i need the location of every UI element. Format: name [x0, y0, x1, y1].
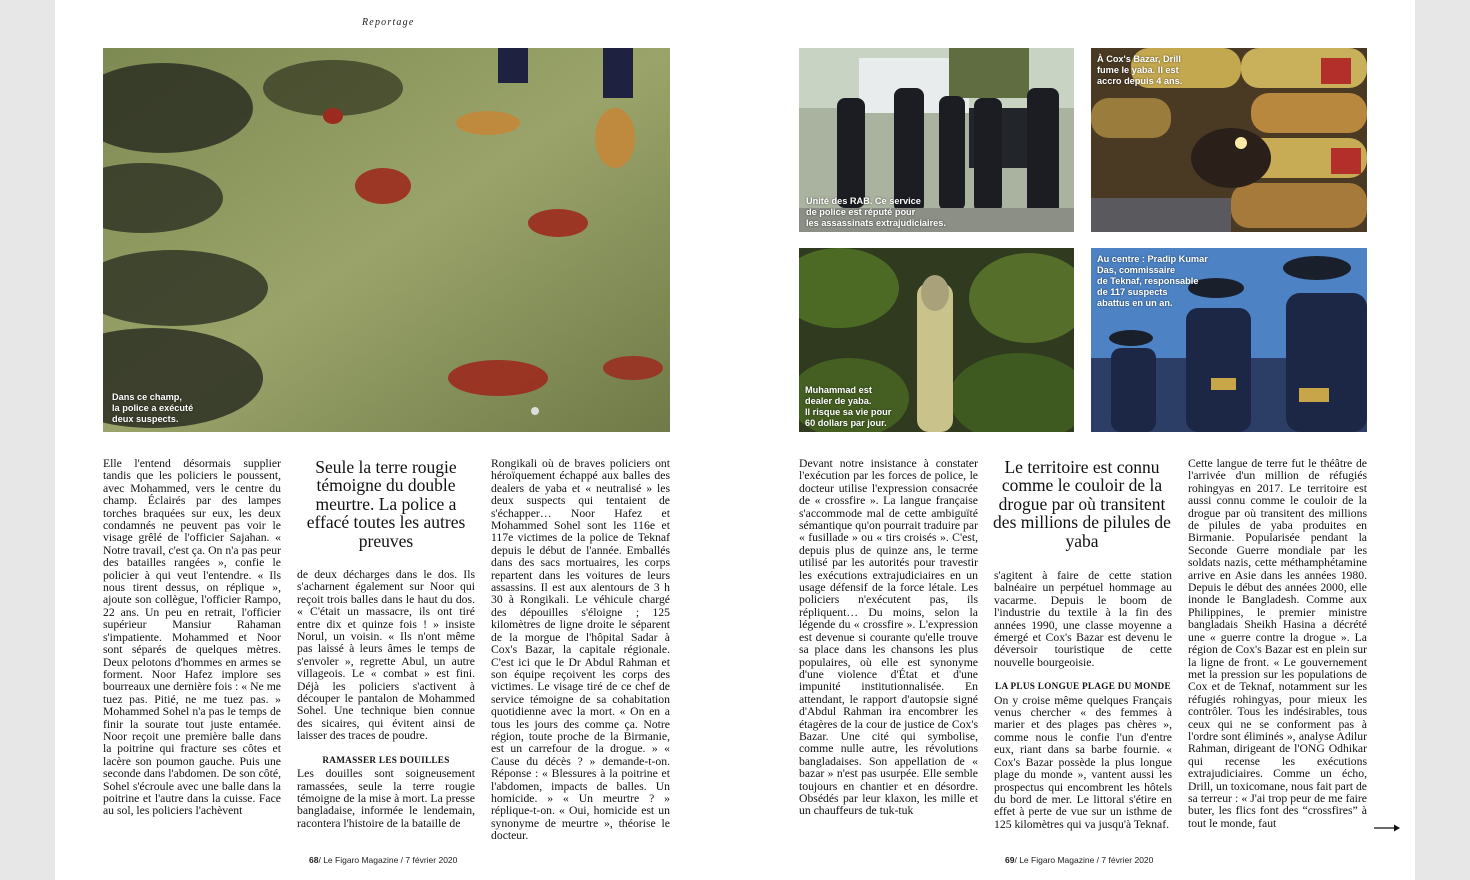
right-pullquote: Le territoire est connu comme le couloir de la drogue par où transitent des millions de pilules de yaba: [993, 457, 1171, 551]
field-photo: [103, 48, 670, 432]
right-column-2: [994, 570, 1172, 831]
left-page-number: 68: [309, 855, 319, 865]
section-label: Reportage: [362, 17, 415, 28]
rab-photo-caption: Unité des RAB. Ce service de police est réputé pour les assassinats extrajudiciaires.: [806, 196, 946, 228]
left-column-3-text: Rongikali où de braves policiers ont héroïquement échappé aux balles des dealers de yaba et « neutralisé » les deux suspects qui tentaient de s'échapper… Noor Hafez et Mohammed Sohel sont les 116e et 117e victimes de la police de Teknaf depuis le début de l'année. Emballés dans des sacs mortuaires, les corps repartent dans les voitures de leurs assassins. Il est aux alentours de 3 h 30 à Rongikali. Le véhicule chargé des dépouilles s'éloigne ; 125 kilomètres de ligne droite le séparent de la morgue de l'hôpital Sadar à Cox's Bazar, la capitale régionale. C'est ici que le Dr Abdul Rahman et son équipe reçoivent les corps des victimes. Le visage tiré de ce chef de service témoigne de sa cohabitation quotidienne avec la mort. « On en a tous les jours des comme ça. Notre région, toute proche de la Birmanie, est un carrefour de la drogue. » « Cause du décès ? » demande-t-on. Réponse : « Blessures à la poitrine et l'abdomen, impacts de balles. Un homicide. » « Un meurtre ? » réplique-t-on. « Oui, homicide est un synonyme de meurtre », théorise le docteur.: [491, 457, 670, 843]
continue-arrow-icon: [1374, 823, 1400, 833]
left-pullquote: Seule la terre rougie témoigne du double meurtre. La police a effacé toutes les autres preuves: [306, 457, 466, 551]
left-column-2: [297, 569, 475, 830]
right-column-3-text: Cette langue de terre fut le théâtre de l'arrivée d'un million de réfugiés rohingyas en 2017. Le territoire est aussi connu comme le couloir de la drogue par où transitent des millions de pilules de yaba produites en Birmanie. Popularisée pendant la Seconde Guerre mondiale par les soldats nazis, cette méthamphétamine arrive en Asie dans les années 1980. Depuis le début des années 2000, elle inonde le Bangladesh. Comme aux Philippines, le premier ministre bangladais Sheikh Hasina a décrété une « guerre contre la drogue ». La région de Cox's Bazar est en plein sur la ligne de front. « Le gouvernement met la pression sur les populations de Cox et de Teknaf, notamment sur les réfugiés rohingyas, pour mieux les contrôler. Tous les indésirables, tous ceux qui ne se conforment pas à l'ordre sont éliminés », analyse Adilur Rahman, dirigeant de l'ONG Odhikar qui recense les exécutions extrajudiciaires. Comme un écho, Drill, un toxicomane, nous fait part de sa terreur : « J'ai trop peur de me faire buter, les flics font des “crossfires” à tout le monde, faut: [1188, 457, 1367, 830]
right-column-3: [1188, 458, 1367, 830]
right-folio: [1005, 855, 1153, 865]
left-column-1-text: Elle l'entend désormais supplier tandis que les policiers le poussent, avec Mohammed, vers le centre du champ. Éclairés par des lampes torches braquées sur eux, les deux condamnés ne peuvent pas voir le visage grêlé de l'officier Sajahan. « Notre travail, c'est ça. On n'a pas peur des batailles rangées », confie le policier à qui veut l'entendre. « Ils nous tirent dessus, on réplique », ajoute son collègue, l'officier Rampo, 22 ans. Un peu en retrait, l'officier supérieur Mansiur Rahaman s'impatiente. Mohammed et Noor sont séparés de quelques mètres. Deux pelotons d'hommes en armes se forment. Noor Hafez implore ses bourreaux une dernière fois : « Ne me tuez pas. Pitié, ne me tuez pas. » Mohammed Sohel n'a pas le temps de finir la sourate tout juste entamée. Noor reçoit une première balle dans la poitrine qui fracture ses côtes et lacère son poumon gauche. Puis une seconde dans l'abdomen. De son côté, Sohel s'écroule avec une balle dans la poitrine et l'autre dans la cuisse. Face au sol, les policiers l'achèvent: [103, 457, 281, 818]
right-column-1-text: Devant notre insistance à constater l'exécution par les forces de police, le docteur utilise l'expression consacrée de « crossfire ». La langue française s'accommode mal de cette ambiguïté sémantique qu'on pourrait traduire par « fusillade » ou « tirs croisés ». C'est, depuis plus de quinze ans, le terme utilisé par les autorités pour travestir les exécutions extrajudiciaires en un usage défensif de la force létale. Les policiers n'exécutent pas, ils répliquent… Du moins, selon la légende du « crossfire ». L'expression est devenue si courante qu'elle trouve sa place dans les chansons les plus populaires, où elle est synonyme d'une violence d'État et d'une impunité institutionnalisée. En attendant, le rapport d'autopsie signé d'Abdul Rahman ira encombrer les étagères de la cour de justice de Cox's Bazar. Une cité qui symbolise, comme nulle autre, les révolutions bangladaises. Son appellation de « bazar » n'est pas usurpée. Elle semble toujours en chantier et en désordre. Obsédés par leur klaxon, les mille et un chauffeurs de tuk-tuk: [799, 457, 978, 818]
drill-photo: [1091, 48, 1367, 232]
left-folio-text: / Le Figaro Magazine / 7 février 2020: [318, 855, 458, 865]
officers-photo-caption: Au centre : Pradip Kumar Das, commissaire de Teknaf, responsable de 117 suspects abattus en un an.: [1097, 254, 1208, 308]
left-folio: [309, 855, 457, 865]
field-photo-caption: Dans ce champ, la police a exécuté deux suspects.: [112, 392, 194, 424]
right-column-2b-text: On y croise même quelques Français venus chercher « des femmes à marier et des plages pas chères », comme nous le confie l'un d'entre eux, riant dans sa barbe fournie. « Cox's Bazar possède la plus longue plage du monde », vantent aussi les prospectus qui encombrent les hôtels du bord de mer. Le littoral s'étire en effet à perte de vue sur un isthme de 125 kilomètres qui va jusqu'à Teknaf.: [994, 693, 1172, 831]
muhammad-photo: [799, 248, 1074, 432]
right-margin: [1415, 0, 1470, 880]
right-folio-text: / Le Figaro Magazine / 7 février 2020: [1014, 855, 1154, 865]
rab-photo: [799, 48, 1074, 232]
left-column-3: [491, 458, 670, 843]
left-column-2b-text: Les douilles sont soigneusement ramassées, seule la terre rougie témoigne de la mise à mort. La presse bangladaise, informée le lendemain, racontera l'histoire de la bataille de: [297, 767, 475, 830]
right-subhead: LA PLUS LONGUE PLAGE DU MONDE: [995, 681, 1171, 692]
left-margin: [0, 0, 55, 880]
right-column-2-text: s'agitent à faire de cette station balnéaire un perpétuel hommage au vacarme. Depuis le boom de l'industrie du textile à la fin des années 1990, une classe moyenne a émergé et Cox's Bazar est devenu le déversoir touristique de cette nouvelle bourgeoisie.: [994, 569, 1172, 669]
field-photo-image: [103, 48, 670, 432]
drill-photo-caption: À Cox's Bazar, Drill fume le yaba. Il est accro depuis 4 ans.: [1097, 54, 1183, 86]
right-page-number: 69: [1005, 855, 1015, 865]
officers-photo: [1091, 248, 1367, 432]
muhammad-photo-caption: Muhammad est dealer de yaba. Il risque sa vie pour 60 dollars par jour.: [805, 385, 892, 428]
right-column-1: [799, 458, 978, 818]
left-column-2-text: de deux décharges dans le dos. Ils s'acharnent également sur Noor qui reçoit trois balles dans le haut du dos. « C'était un massacre, ils ont tiré entre dix et quinze fois ! » insiste Norul, un voisin. « Ils n'ont même pas laissé à leurs âmes le temps de s'envoler », regrette Abul, un autre villageois. Le « combat » est fini. Déjà les policiers s'activent à découper le pantalon de Mohammed Sohel. Une technique bien connue des sicaires, qui évitent ainsi de laisser des traces de poudre.: [297, 568, 475, 743]
left-column-1: [103, 458, 281, 818]
left-subhead: RAMASSER LES DOUILLES: [322, 754, 450, 765]
